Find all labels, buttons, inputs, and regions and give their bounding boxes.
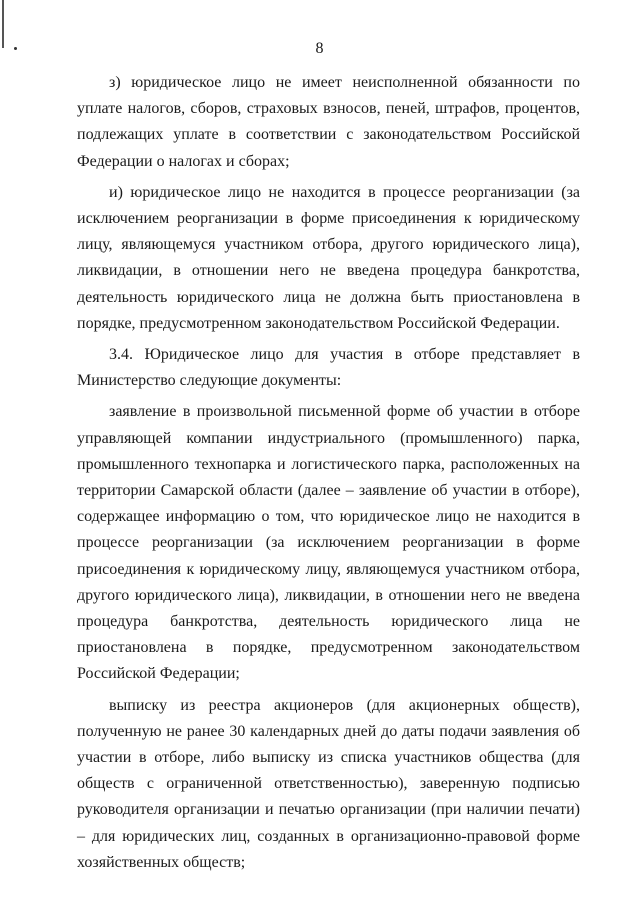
page-number: 8 [315,40,324,57]
paragraph-extract: выписку из реестра акционеров (для акционерных обществ), полученную не ранее 30 календарных дней до даты подачи заявления об участии в отборе, либо выписку из списка участников общества (для обществ с ограниченной ответственностью), заверенную подписью руководителя организации и печатью организации (при наличии печати) – для юридических лиц, созданных в организационно-правовой форме хозяйственных обществ; [77,696,580,871]
paragraph-item-z: з) юридическое лицо не имеет неисполненной обязанности по уплате налогов, сборов, страховых взносов, пеней, штрафов, процентов, подлежащих уплате в соответствии с законодательством Российской Федерации о налогах и сборах; [77,74,580,170]
paragraph-section-3-4: 3.4. Юридическое лицо для участия в отборе представляет в Министерство следующие документы: [77,346,580,390]
paragraph-application: заявление в произвольной письменной форме об участии в отборе управляющей компании индустриального (промышленного) парка, промышленного технопарка и логистического парка, расположенных на территории Самарской области (далее – заявление об участии в отборе), содержащее информацию о том, что юридическое лицо не находится в процессе реорганизации (за исключением реорганизации в форме присоединения к юридическому лицу, являющемуся участником отбора, другого юридического лица), ликвидации, в отношении него не введена процедура банкротства, деятельность юридического лица не приостановлена в порядке, предусмотренном законодательством Российской Федерации; [77,403,580,683]
document-body [77,70,580,876]
paragraph-item-i: и) юридическое лицо не находится в процессе реорганизации (за исключением реорганизации в форме присоединения к юридическому лицу, являющемуся участником отбора, другого юридического лица), ликвидации, в отношении него не введена процедура банкротства, деятельность юридического лица не должна быть приостановлена в порядке, предусмотренном законодательством Российской Федерации. [77,183,580,332]
